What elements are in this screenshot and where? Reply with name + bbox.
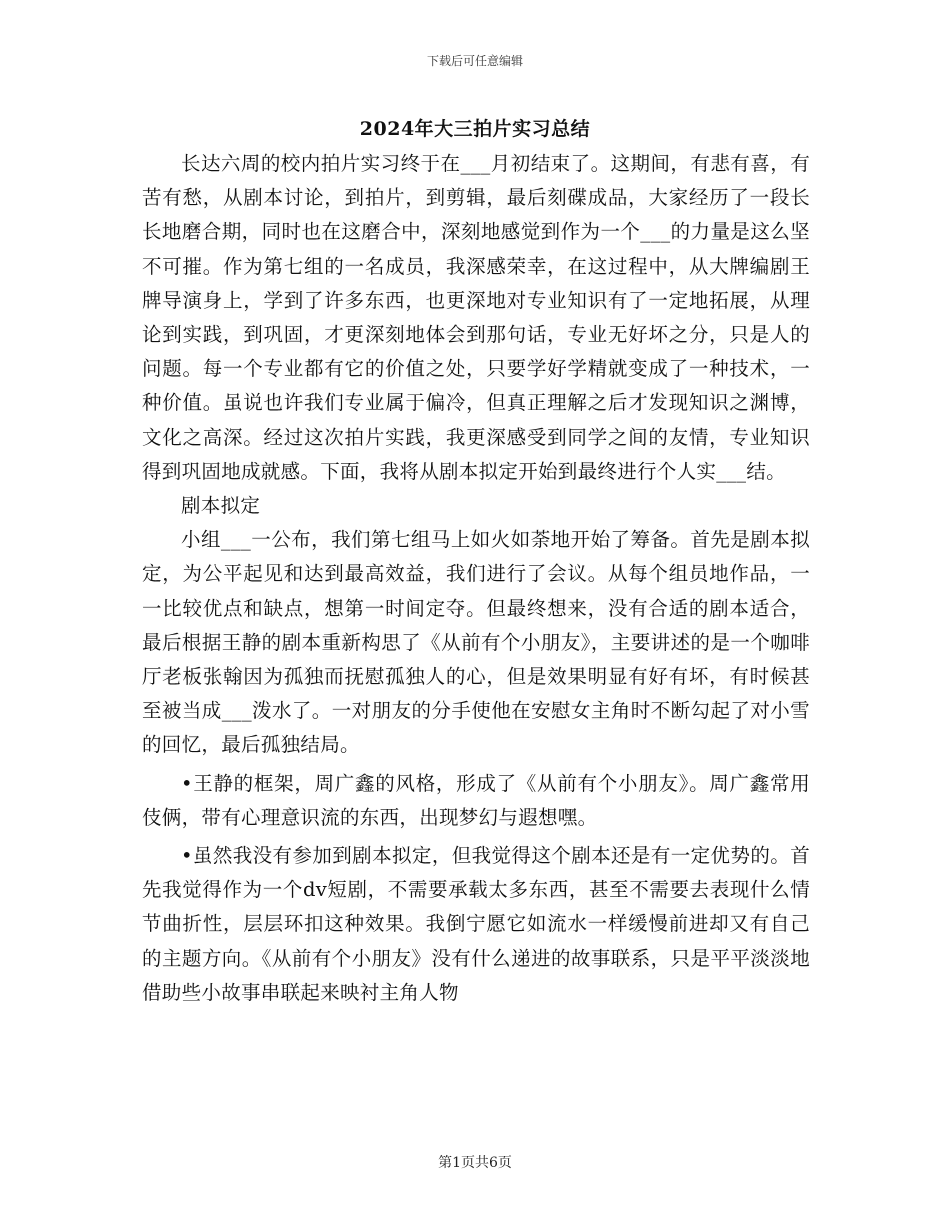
page-number-footer: 第1页共6页 bbox=[438, 1155, 512, 1171]
header-note: 下载后可任意编辑 bbox=[426, 54, 523, 68]
paragraph-script-drafting: 小组___一公布，我们第七组马上如火如荼地开始了筹备。首先是剧本拟定，为公平起见和达到最高效益，我们进行了会议。从每个组员地作品，一一比较优点和缺点，想第一时间定夺。但最终想来，没有合适的剧本适合，最后根据王静的剧本重新构思了《从前有个小朋友》，主要讲述的是一个咖啡厅老板张翰因为孤独而抚慰孤独人的心，但是效果明显有好有坏，有时候甚至被当成___泼水了。一对朋友的分手使他在安慰女主角时不断勾起了对小雪的回忆，最后孤独结局。 bbox=[142, 528, 810, 757]
section-heading-script: 剧本拟定 bbox=[181, 494, 261, 518]
document-title: 2024年大三拍片实习总结 bbox=[359, 118, 591, 140]
bullet-item-framework: •王静的框架，周广鑫的风格，形成了《从前有个小朋友》。周广鑫常用伎俩，带有心理意识流的东西，出现梦幻与遐想嘿。 bbox=[142, 771, 810, 829]
document-body bbox=[142, 147, 810, 1010]
paragraph-intro: 长达六周的校内拍片实习终于在___月初结束了。这期间，有悲有喜，有苦有愁，从剧本讨论，到拍片，到剪辑，最后刻碟成品，大家经历了一段长长地磨合期，同时也在这磨合中，深刻地感觉到作为一个___的力量是这么坚不可摧。作为第七组的一名成员，我深感荣幸，在这过程中，从大牌编剧王牌导演身上，学到了许多东西，也更深地对专业知识有了一定地拓展，从理论到实践，到巩固，才更深刻地体会到那句话，专业无好坏之分，只是人的问题。每一个专业都有它的价值之处，只要学好学精就变成了一种技术，一种价值。虽说也许我们专业属于偏冷，但真正理解之后才发现知识之渊博，文化之高深。经过这次拍片实践，我更深感受到同学之间的友情，专业知识得到巩固地成就感。下面，我将从剧本拟定开始到最终进行个人实___结。 bbox=[142, 152, 810, 483]
bullet-item-advantages: •虽然我没有参加到剧本拟定，但我觉得这个剧本还是有一定优势的。首先我觉得作为一个dv短剧，不需要承载太多东西，甚至不需要去表现什么情节曲折性，层层环扣这种效果。我倒宁愿它如流水一样缓慢前进却又有自己的主题方向。《从前有个小朋友》没有什么递进的故事联系，只是平平淡淡地借助些小故事串联起来映衬主角人物 bbox=[142, 844, 810, 1004]
